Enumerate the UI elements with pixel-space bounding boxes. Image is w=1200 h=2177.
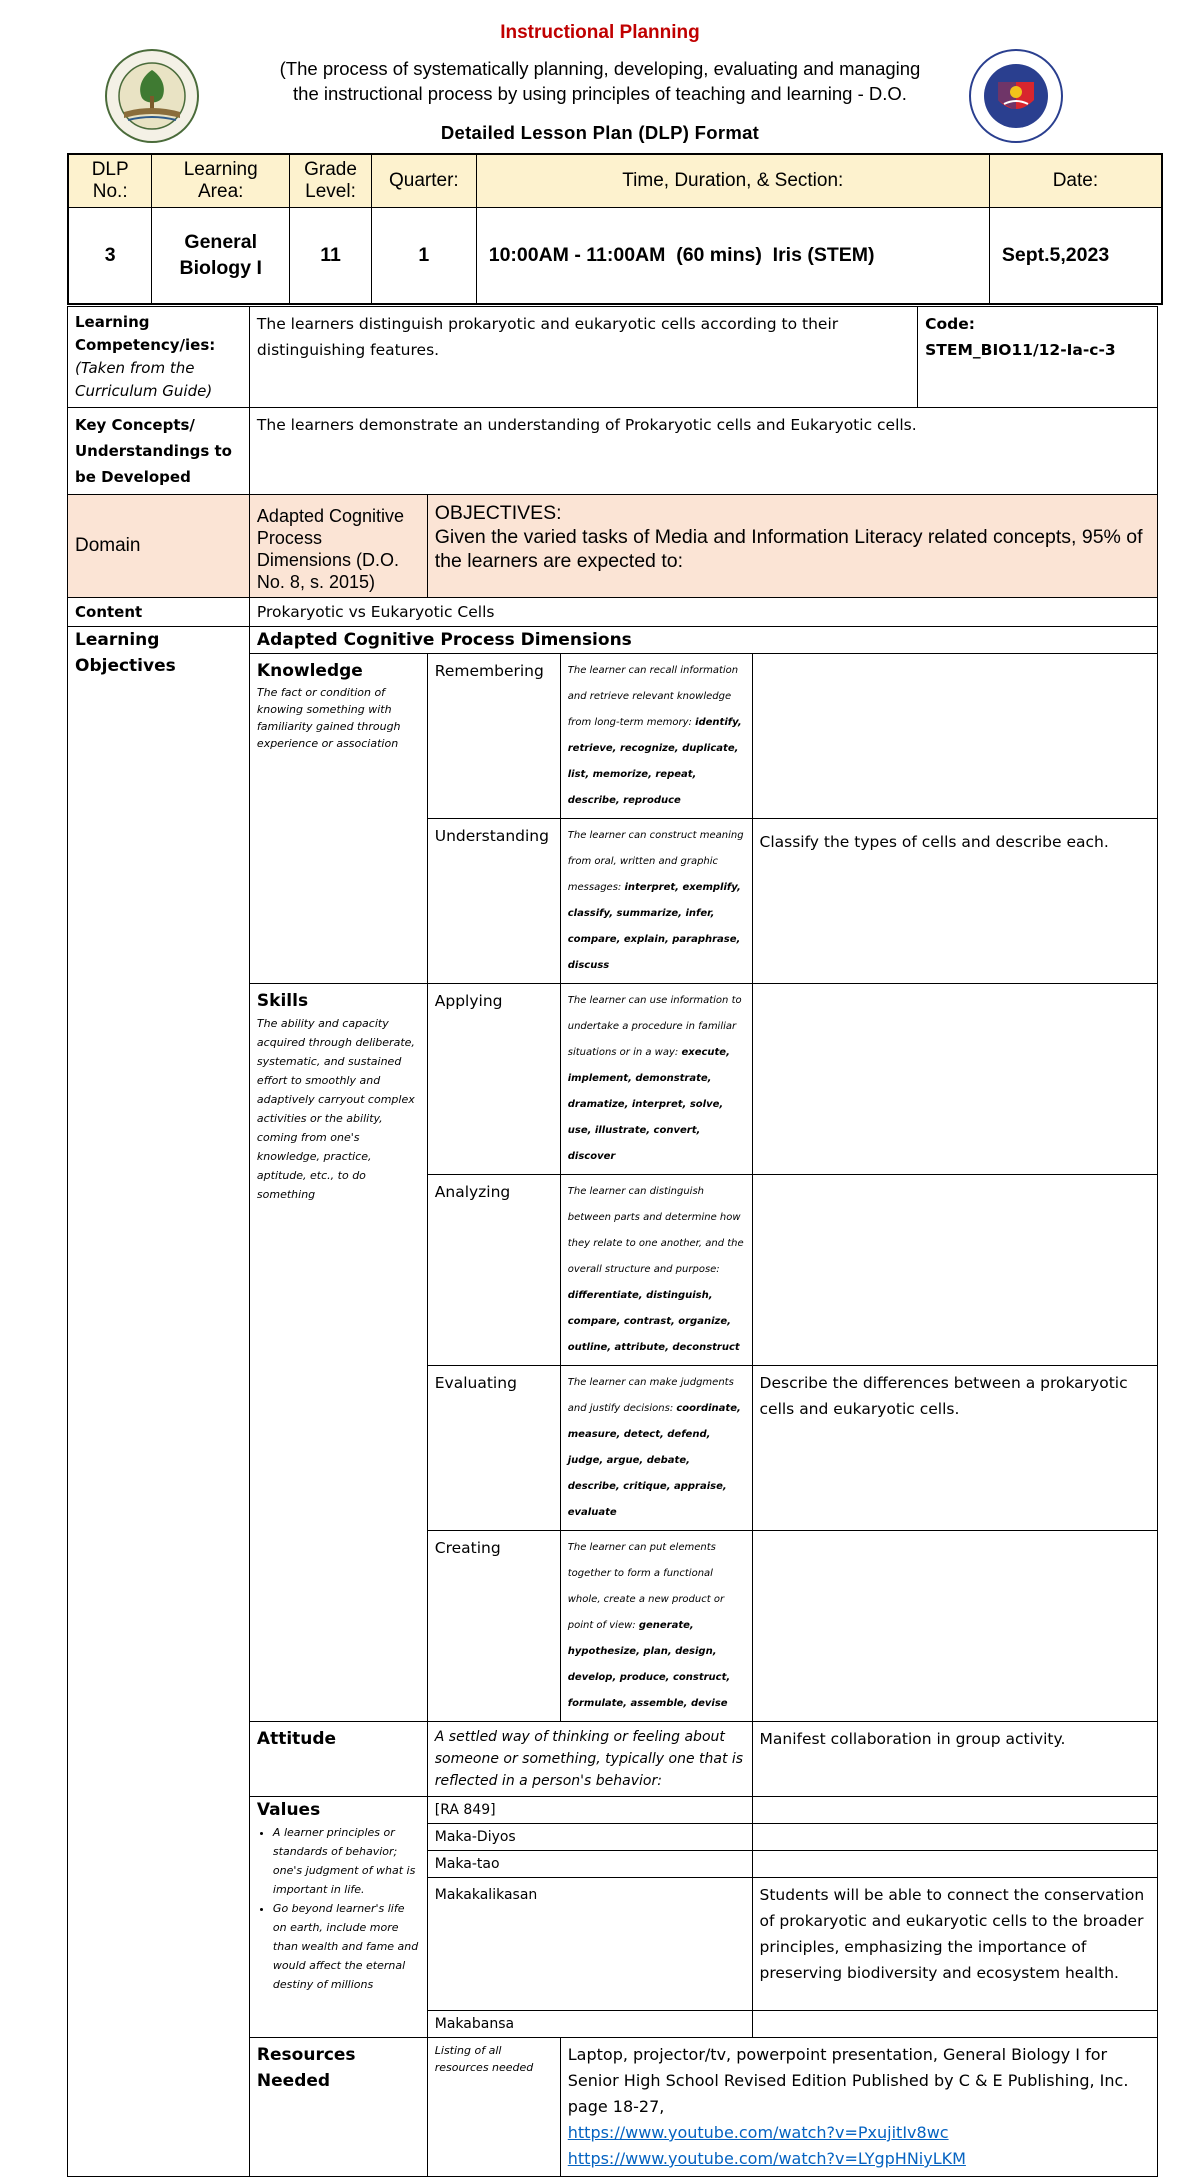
header-grade-level: Grade Level:	[290, 154, 372, 207]
level-creating-desc	[560, 1531, 752, 1722]
attitude-objective: Manifest collaboration in group activity.	[752, 1722, 1157, 1797]
values-ra: [RA 849]	[427, 1797, 752, 1824]
domain-label: Domain	[68, 495, 250, 598]
knowledge-cell	[249, 654, 427, 984]
value-dlp-no: 3	[68, 207, 152, 304]
level-understanding-objective: Classify the types of cells and describe each.	[752, 819, 1157, 984]
level-remembering-desc-text: The learner can recall information and retrieve relevant knowledge from long-term memory:	[567, 665, 739, 728]
skills-desc: The ability and capacity acquired through deliberate, systematic, and sustained effort to smoothly and adaptively carryout complex activities or the ability, coming from one's knowledge, practice, aptitude, etc., to do something	[256, 1017, 415, 1201]
level-creating-verbs: generate, hypothesize, plan, design, develop, produce, construct, formulate, assemble, devise	[567, 1620, 731, 1709]
level-understanding-desc	[560, 819, 752, 984]
attitude-desc: A settled way of thinking or feeling about someone or something, typically one that is reflected in a person's behavior:	[427, 1722, 752, 1797]
level-evaluating-desc-text: The learner can make judgments and justify decisions:	[567, 1377, 734, 1414]
level-evaluating-verbs: coordinate, measure, detect, defend, judge, argue, debate, describe, critique, appraise, evaluate	[567, 1403, 741, 1518]
value-makakalikasan: Makakalikasan	[427, 1878, 752, 2011]
subtitle-line-1: (The process of systematically planning, developing, evaluating and managing	[279, 58, 921, 79]
content-text: Prokaryotic vs Eukaryotic Cells	[249, 598, 1157, 627]
value-makabansa-objective	[752, 2011, 1157, 2038]
value-makakalikasan-objective: Students will be able to connect the conservation of prokaryotic and eukaryotic cells to the broader principles, emphasizing the importance of preserving biodiversity and ecosystem health.	[752, 1878, 1157, 2011]
learning-objectives-label	[68, 627, 250, 2177]
value-maka-tao-objective	[752, 1851, 1157, 1878]
level-evaluating-desc	[560, 1366, 752, 1531]
resources-label: Resources Needed	[249, 2038, 427, 2177]
resource-link-1[interactable]: https://www.youtube.com/watch?v=PxujitIv8wc	[567, 2123, 949, 2142]
competency-code: STEM_BIO11/12-Ia-c-3	[925, 341, 1116, 359]
competency-label-cell	[68, 307, 250, 408]
competency-label: Learning Competency/ies:	[75, 313, 216, 354]
code-label: Code:	[925, 315, 975, 333]
skills-cell	[249, 984, 427, 1722]
level-analyzing-objective	[752, 1175, 1157, 1366]
level-analyzing-verbs: differentiate, distinguish, compare, contrast, organize, outline, attribute, deconstruct	[567, 1290, 740, 1353]
objectives-text: Given the varied tasks of Media and Information Literacy related concepts, 95% of the learners are expected to:	[434, 526, 1143, 572]
level-creating-objective	[752, 1531, 1157, 1722]
competency-label-note: (Taken from the Curriculum Guide)	[75, 359, 213, 400]
cognitive-dimensions-heading: Adapted Cognitive Process Dimensions	[249, 627, 1157, 654]
level-applying-desc-text: The learner can use information to undertake a procedure in familiar situations or in a way:	[567, 995, 742, 1058]
header-date: Date:	[989, 154, 1162, 207]
resources-cell	[560, 2038, 1157, 2177]
values-title: Values	[256, 1800, 321, 1820]
value-maka-diyos: Maka-Diyos	[427, 1824, 752, 1851]
values-bullet: • Go beyond learner's life on earth, include more than wealth and fame and would affect the eternal destiny of millions	[273, 1899, 420, 1994]
knowledge-title: Knowledge	[256, 661, 363, 681]
resource-link-2[interactable]: https://www.youtube.com/watch?v=LYgpHNiyLKM	[567, 2149, 966, 2168]
subtitle-line-2: the instructional process by using principles of teaching and learning - D.O.	[293, 83, 907, 104]
key-concepts-text: The learners demonstrate an understanding of Prokaryotic cells and Eukaryotic cells.	[249, 408, 1157, 495]
resources-text: Laptop, projector/tv, powerpoint presentation, General Biology I for Senior High School Revised Edition Published by C & E Publishing, Inc. page 18-27,	[567, 2045, 1129, 2116]
attitude-title: Attitude	[249, 1722, 427, 1797]
level-creating-desc-text: The learner can put elements together to form a functional whole, create a new product or point of view:	[567, 1542, 725, 1631]
values-cell	[249, 1797, 427, 2038]
level-understanding-desc-text: The learner can construct meaning from oral, written and graphic messages:	[567, 830, 744, 893]
value-grade-level: 11	[290, 207, 372, 304]
subtitle	[225, 56, 975, 106]
value-learning-area: General Biology I	[152, 207, 290, 304]
dlp-format-title: Detailed Lesson Plan (DLP) Format	[440, 122, 760, 143]
header-learning-area: Learning Area:	[152, 154, 290, 207]
header-time-section: Time, Duration, & Section:	[476, 154, 989, 207]
header-dlp-no: DLP No.:	[68, 154, 152, 207]
competency-code-cell	[918, 307, 1158, 408]
key-concepts-label: Key Concepts/ Understandings to be Developed	[68, 408, 250, 495]
values-bullets	[257, 1823, 420, 1994]
value-maka-diyos-objective	[752, 1824, 1157, 1851]
level-analyzing-desc	[560, 1175, 752, 1366]
knowledge-desc: The fact or condition of knowing something with familiarity gained through experience or association	[256, 686, 401, 750]
value-maka-tao: Maka-tao	[427, 1851, 752, 1878]
level-remembering-objective	[752, 654, 1157, 819]
level-applying: Applying	[427, 984, 560, 1175]
header-quarter: Quarter:	[371, 154, 476, 207]
skills-title: Skills	[256, 991, 309, 1011]
level-creating: Creating	[427, 1531, 560, 1722]
resources-note: Listing of all resources needed	[427, 2038, 560, 2177]
level-understanding-verbs: interpret, exemplify, classify, summarize, infer, compare, explain, paraphrase, discuss	[567, 882, 741, 971]
value-quarter: 1	[371, 207, 476, 304]
objectives-title: OBJECTIVES:	[434, 502, 562, 524]
content-label: Content	[68, 598, 250, 627]
level-evaluating-objective: Describe the differences between a prokaryotic cells and eukaryotic cells.	[752, 1366, 1157, 1531]
page-title: Instructional Planning	[500, 22, 700, 43]
level-evaluating: Evaluating	[427, 1366, 560, 1531]
dlp-info-table	[67, 153, 1163, 305]
values-ra-objective	[752, 1797, 1157, 1824]
value-date: Sept.5,2023	[989, 207, 1162, 304]
objectives-cell	[427, 495, 1157, 598]
level-analyzing-desc-text: The learner can distinguish between parts and determine how they relate to one another, and the overall structure and purpose:	[567, 1186, 744, 1275]
level-applying-desc	[560, 984, 752, 1175]
competency-text: The learners distinguish prokaryotic and eukaryotic cells according to their distinguishing features.	[249, 307, 917, 408]
level-applying-verbs: execute, implement, demonstrate, dramatize, interpret, solve, use, illustrate, convert, discover	[567, 1047, 730, 1162]
level-remembering-desc	[560, 654, 752, 819]
value-makabansa: Makabansa	[427, 2011, 752, 2038]
level-analyzing: Analyzing	[427, 1175, 560, 1366]
level-remembering: Remembering	[427, 654, 560, 819]
level-understanding: Understanding	[427, 819, 560, 984]
domain-cognitive-dimensions: Adapted Cognitive Process Dimensions (D.O. No. 8, s. 2015)	[249, 495, 427, 598]
level-remembering-verbs: identify, retrieve, recognize, duplicate, list, memorize, repeat, describe, reproduce	[567, 717, 742, 806]
level-applying-objective	[752, 984, 1157, 1175]
value-time-section: 10:00AM - 11:00AM (60 mins) Iris (STEM)	[476, 207, 989, 304]
values-bullet: • A learner principles or standards of behavior; one's judgment of what is important in life.	[273, 1823, 420, 1899]
learning-objectives-label-text: Learning Objectives	[75, 630, 176, 676]
dlp-main-table	[67, 306, 1158, 2177]
